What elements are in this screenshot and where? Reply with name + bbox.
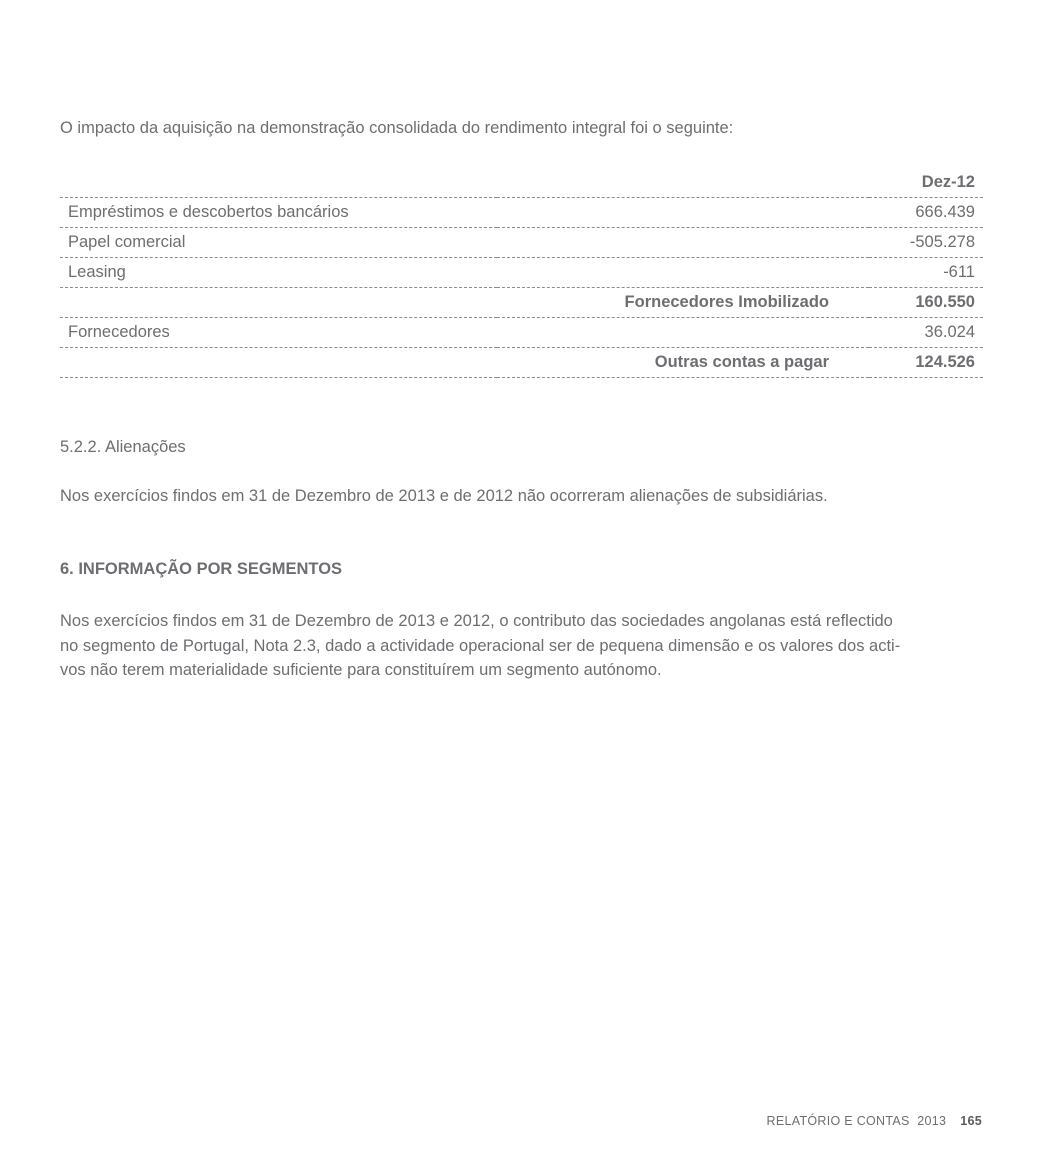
row-value: 124.526 — [915, 353, 975, 371]
intro-text: O impacto da aquisição na demonstração consolidada do rendimento integral foi o seguinte: — [60, 119, 734, 137]
row-label: Fornecedores — [68, 323, 170, 341]
page-footer — [767, 1114, 982, 1128]
column-header-dez12: Dez-12 — [921, 173, 975, 191]
paragraph-line: vos não terem materialidade suficiente para constituírem um segmento autónomo. — [60, 661, 662, 679]
row-value: -611 — [943, 263, 975, 281]
table-subtotal-row — [60, 348, 983, 378]
row-subtotal-label — [497, 318, 869, 348]
footer-report-title: RELATÓRIO E CONTAS 2013 — [766, 1114, 947, 1128]
section-5-2-2-title: 5.2.2. Alienações — [60, 438, 186, 456]
row-label: Papel comercial — [68, 233, 186, 251]
row-value: 666.439 — [915, 203, 975, 221]
acquisition-impact-table — [60, 168, 983, 378]
paragraph-line: no segmento de Portugal, Nota 2.3, dado a actividade operacional ser de pequena dimensão e os valores dos acti- — [60, 636, 901, 655]
section-6-title: 6. INFORMAÇÃO POR SEGMENTOS — [60, 560, 343, 578]
row-subtotal-label — [497, 228, 869, 258]
section-5-2-2-text: Nos exercícios findos em 31 de Dezembro de 2013 e de 2012 não ocorreram alienações de subsidiárias. — [60, 487, 828, 505]
table-row — [60, 198, 983, 228]
row-subtotal-label — [497, 198, 869, 228]
row-label — [60, 348, 497, 378]
table-row — [60, 258, 983, 288]
row-label — [60, 288, 497, 318]
page-number: 165 — [960, 1114, 982, 1128]
row-value: -505.278 — [909, 233, 975, 251]
table-row — [60, 228, 983, 258]
row-subtotal-label: Outras contas a pagar — [654, 353, 829, 371]
row-value: 36.024 — [924, 323, 975, 341]
row-value: 160.550 — [915, 293, 975, 311]
table-subtotal-row — [60, 288, 983, 318]
row-subtotal-label — [497, 258, 869, 288]
table-row — [60, 318, 983, 348]
section-6-paragraph — [60, 609, 983, 683]
row-label: Empréstimos e descobertos bancários — [68, 203, 349, 221]
row-label: Leasing — [68, 263, 126, 281]
paragraph-line: Nos exercícios findos em 31 de Dezembro de 2013 e 2012, o contributo das sociedades angolanas está reflectido — [60, 612, 893, 630]
row-subtotal-label: Fornecedores Imobilizado — [624, 293, 829, 311]
table-header-row — [60, 168, 983, 198]
